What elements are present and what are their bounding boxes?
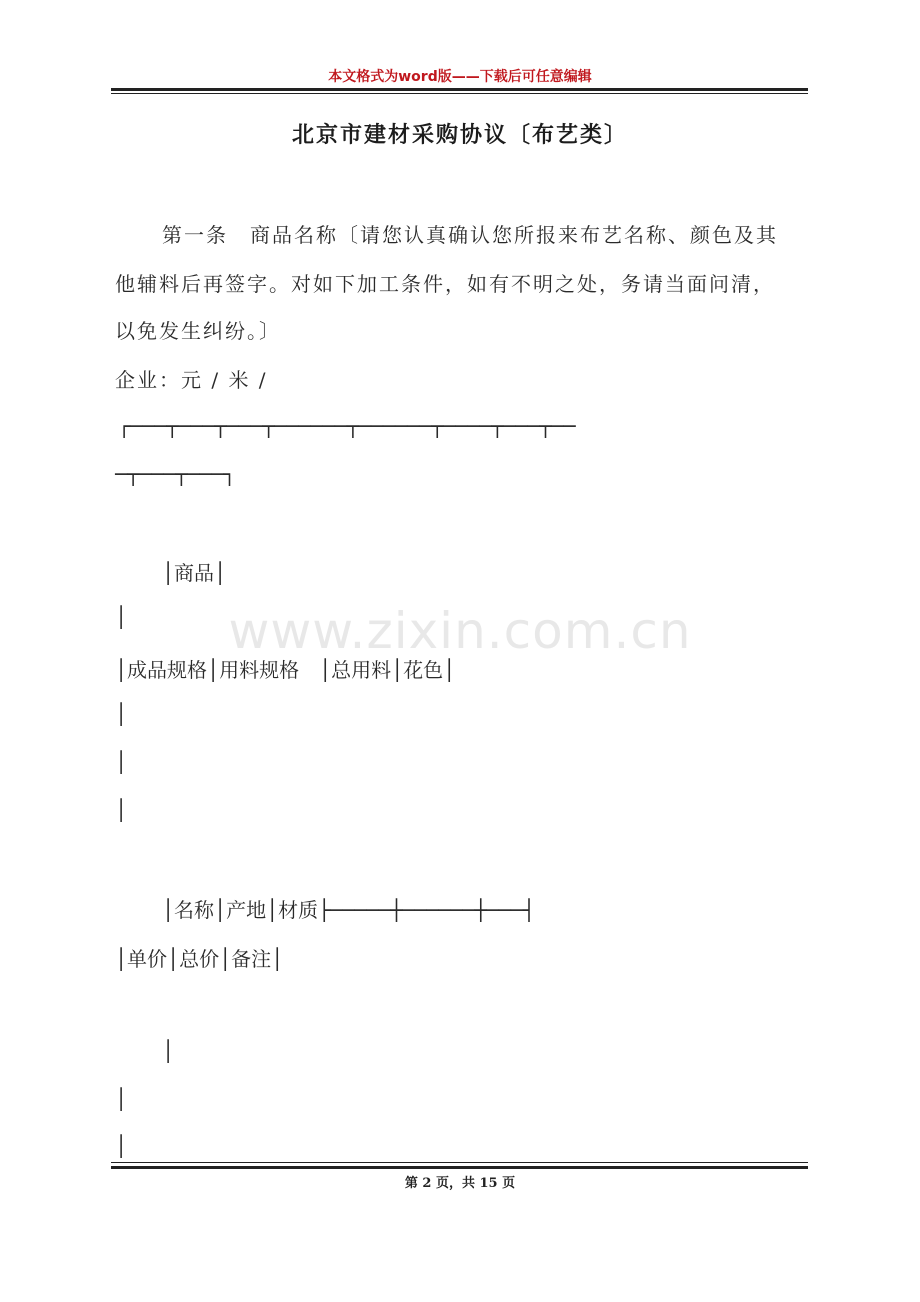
table-bar: │	[115, 702, 128, 726]
paragraph-line: 第一条 商品名称〔请您认真确认您所报来布艺名称、颜色及其	[162, 223, 778, 247]
table-row-name: │名称│产地│材质├─────┼──────┼───┤	[162, 898, 535, 922]
document-title: 北京市建材采购协议〔布艺类〕	[291, 122, 628, 148]
table-bar: │	[162, 1039, 175, 1063]
table-bar: │	[115, 1134, 128, 1158]
watermark: www.zixin.com.cn	[228, 602, 692, 660]
table-bar: │	[115, 750, 128, 774]
header-note: 本文格式为word版——下载后可任意编辑	[328, 69, 592, 85]
table-bar: │	[115, 605, 128, 629]
table-border-top-cont: ─┬───┬───┐	[115, 462, 236, 486]
table-row-price: │单价│总价│备注│	[115, 947, 284, 971]
table-bar: │	[115, 798, 128, 822]
table-bar: │	[115, 1087, 128, 1111]
page-number: 第 2 页，共 15 页	[404, 1176, 516, 1191]
footer-rule	[111, 1166, 808, 1169]
footer-rule-thin	[111, 1162, 808, 1163]
paragraph-line: 他辅料后再签字。对如下加工条件，如有不明之处，务请当面问清，	[115, 272, 775, 296]
company-line: 企业：元 / 米 /	[115, 368, 268, 392]
header-rule-thin	[111, 93, 808, 94]
table-border-top: ┌───┬───┬───┬──────┬──────┬────┬───┬──	[118, 414, 576, 438]
table-row-product: │商品│	[162, 561, 227, 585]
table-row-spec: │成品规格│用料规格 │总用料│花色│	[115, 658, 456, 682]
paragraph-line: 以免发生纠纷。〕	[115, 319, 281, 343]
header-rule	[111, 88, 808, 91]
